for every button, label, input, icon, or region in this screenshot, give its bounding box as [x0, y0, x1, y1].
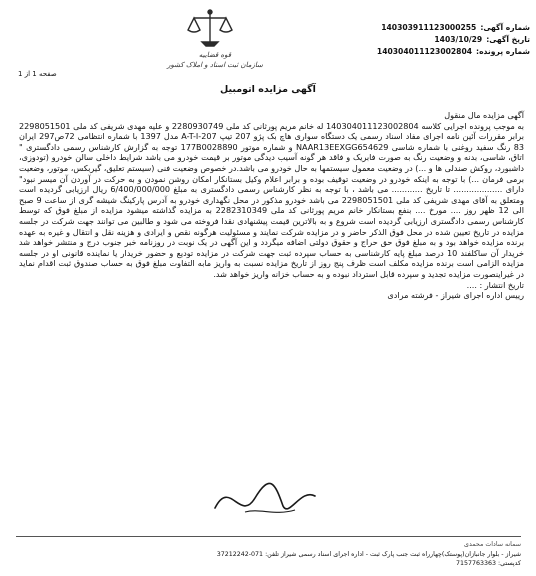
office-address: شیراز - بلوار جانبازان(پوستک)چهارراه ثبت جنب پارک ثبت - اداره اجرای اسناد رسمی شیراز تلفن: 071-37212242: [216, 550, 521, 558]
page-number: صفحه 1 از 1: [18, 70, 57, 78]
judiciary-emblem-icon: [182, 8, 238, 52]
postal-code: 7157763363: [455, 560, 497, 567]
issuer-line: رییس اداره اجرای شیراز - فرشته مرادی: [387, 290, 524, 301]
publish-date-line: تاریخ انتشار : ....: [466, 279, 524, 290]
ad-date-label: تاریخ آگهی:: [486, 35, 530, 44]
ad-date-row: [260, 34, 530, 46]
ad-number-row: [260, 22, 530, 34]
ad-number: 140303911123000255: [381, 23, 477, 32]
notice-subtitle: آگهی مزایده مال منقول: [444, 110, 524, 120]
notice-body: [19, 110, 524, 301]
org-name: سازمان ثبت اسناد و املاک کشور: [167, 61, 263, 69]
postal-code-label: کدپستی:: [498, 560, 521, 567]
ad-date: 1403/10/29: [434, 35, 483, 44]
page-footer: [16, 536, 521, 569]
file-number-label: شماره پرونده:: [476, 47, 530, 56]
organization-name: [140, 50, 290, 70]
document-title: آگهی مزایده اتومبیل: [220, 84, 316, 95]
file-number-row: [260, 46, 530, 58]
handwritten-signature: [205, 468, 325, 528]
ad-number-label: شماره آگهی:: [480, 23, 530, 32]
ad-metadata: [260, 22, 530, 58]
postal-code-row: [16, 559, 521, 569]
file-number: 140304011123002804: [376, 47, 473, 56]
notice-paragraph: به موجب پرونده اجرایی کلاسه 140304011123002804 له خانم مریم پورثانی کد ملی 2280930749 و علیه مهدی شریفی کد ملی 2298051501 برابر مقررات آئین نامه اجرای مفاد اسناد رسمی یک دستگاه سواری هاچ بک پژو 207 تیپ A-T-I-207 مدل 1397 با شماره انتظامی 72ص297 ایران 83 رنگ سفید روغنی با شماره شاسی NAAR13EEXGG654629 و شماره موتور 177B0028890 توجه به گزارش کارشناس رسمی دادگستری " اتاق، شاسی، بدنه و وضعیت رنگ به صورت فابریک و فاقد هر گونه آسیب دیدگی موتور بر قیمت خودرو می باشد شرایط داخلی سالن خودرو (تودوزی، داشبورد، روکش صندلی ها و ...) در وضعیت معمول سیستمها به حال خودرو می باشد.در خصوص وضعیت فنی (سیستم تعلیق، گیربکس، موتور، وضعیت برمی فرمان ...) با توجه به اینکه خودرو در وضعیت توقیف بوده و برابر اعلام وکیل بستانکار امکان روشن نمودن و به حرکت در آوردن آن میسر نبود" دارای ................... تا تاریخ ............ می باشد ، با توجه به نظر کارشناس رسمی دادگستری به مبلغ 6/400/000/000 ریال ارزیابی گردیده است ومتعلق به آقای مهدی شریفی کد ملی 2298051501 می باشد خودرو مذکور در محل نگهداری خودرو به آدرس پارکینگ شیشه گری از ساعت 9 صبح الی 12 ظهر روز .... مورخ .... بنفع بستانکار خانم مریم پورثانی کد ملی 2282310349 به مزایده گذاشته میشود مزایده از مبلغ فوق که توسط کارشناس رسمی دادگستری ارزیابی گردیده است شروع و به بالاترین قیمت پیشنهادی نقدا فروخته می شود و طالبین می توانند جهت شرکت در جلسه مزایده در تاریخ تعیین شده در محل فوق الذکر حاضر و در مزایده شرکت نمایند و مسئولیت هرگونه نقص و ایرادی و هزینه نقل و انتقال و غیره به عهده برنده مزایده خواهد بود و به مبلغ فوق حق حراج و حقوق دولتی اضافه میگردد و این آگهی در یک نوبت در روزنامه خبر جنوب درج و منتشر خواهد شد خریدار آن ساکلفند 10 درصد مبلغ پایه کارشناسی به حساب سپرده ثبت جهت شرکت در مزایده تودیع و حضور خریدار یا نماینده قانونی او در جلسه مزایده الزامی است برنده مزایده مکلف است ظرف پنج روز از تاریخ مزایده نسبت به واریز مابه التفاوت مبلغ فوق به حساب صندوق ثبت اقدام نماید در غیراینصورت مزایده تجدید و سپرده قابل استرداد نبوده و به حساب خزانه واریز خواهد شد.: [19, 120, 525, 279]
emblem-caption: قوه قضاییه: [198, 51, 232, 59]
signer-name: سمانه سادات محمدی: [464, 541, 521, 548]
